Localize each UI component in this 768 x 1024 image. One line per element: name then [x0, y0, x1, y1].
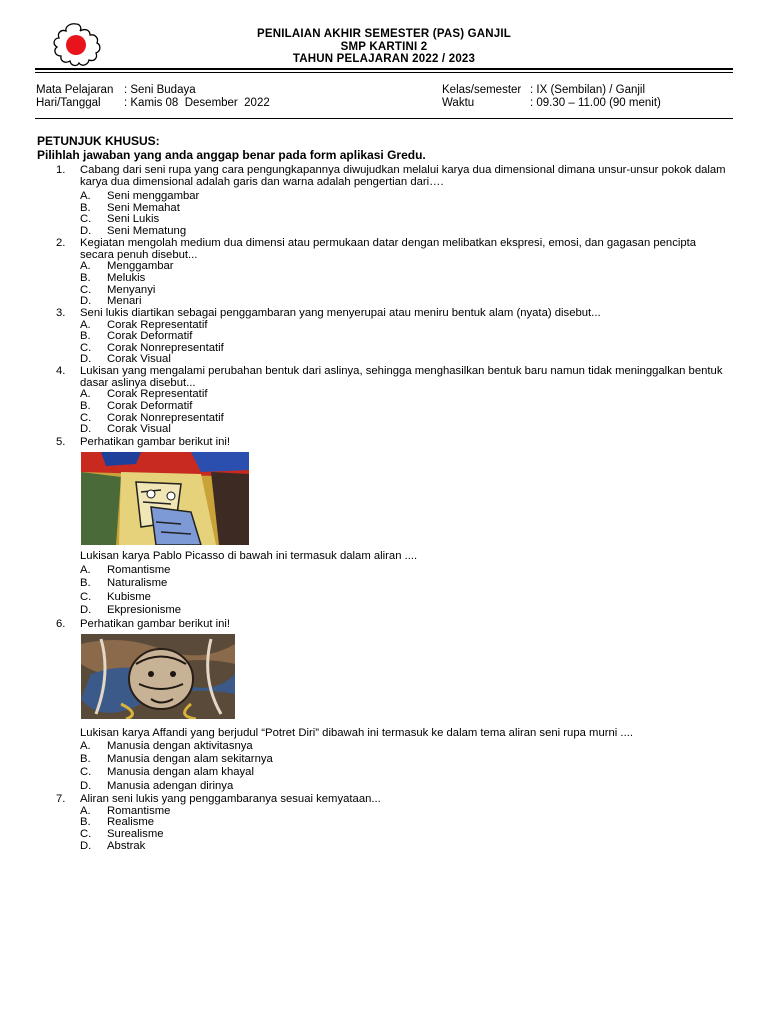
option-text: Seni Memahat: [107, 202, 180, 214]
subject-value: : Seni Budaya: [124, 84, 196, 96]
option-text: Corak Visual: [107, 423, 171, 435]
option-text: Kubisme: [107, 591, 151, 603]
option-letter: D.: [80, 225, 92, 237]
time-label: Waktu: [442, 97, 475, 109]
question-caption: Lukisan karya Affandi yang berjudul “Potret Diri” dibawah ini termasuk ke dalam tema aliran seni rupa murni ....: [80, 727, 633, 739]
class-label: Kelas/semester: [442, 84, 522, 96]
option: [80, 604, 181, 616]
option: [80, 353, 171, 365]
option-letter: C.: [80, 342, 92, 354]
option-letter: B.: [80, 816, 91, 828]
option-letter: B.: [80, 202, 91, 214]
option-letter: B.: [80, 330, 91, 342]
option: [80, 591, 151, 603]
option-letter: B.: [80, 753, 91, 765]
option-text: Melukis: [107, 272, 146, 284]
option-letter: A.: [80, 319, 91, 331]
option-letter: C.: [80, 591, 92, 603]
option-letter: C.: [80, 284, 92, 296]
date-value: : Kamis 08 Desember 2022: [124, 97, 270, 109]
question-text: Perhatikan gambar berikut ini!: [80, 618, 231, 630]
question-text: Seni lukis diartikan sebagai penggambaran yang menyerupai atau meniru bentuk alam (nyata) disebut...: [80, 307, 601, 319]
option: [80, 828, 164, 840]
class-value: : IX (Sembilan) / Ganjil: [530, 84, 646, 96]
date-label: Hari/Tanggal: [36, 97, 101, 109]
header-year: TAHUN PELAJARAN 2022 / 2023: [292, 53, 476, 65]
option: [80, 388, 207, 400]
option-text: Seni Lukis: [107, 213, 160, 225]
subject-label: Mata Pelajaran: [36, 84, 114, 96]
option: [80, 780, 233, 792]
option-text: Manusia dengan alam khayal: [107, 766, 254, 778]
instructions-title: PETUNJUK KHUSUS:: [37, 134, 160, 148]
option: [80, 816, 154, 828]
option-text: Manusia adengan dirinya: [107, 780, 234, 792]
option-letter: C.: [80, 412, 92, 424]
question-number: 7.: [56, 793, 66, 805]
option: [80, 330, 192, 342]
option-letter: D.: [80, 295, 92, 307]
option-letter: A.: [80, 564, 91, 576]
option-text: Corak Representatif: [107, 319, 208, 331]
option-text: Romantisme: [107, 564, 171, 576]
option-text: Corak Representatif: [107, 388, 208, 400]
option-letter: C.: [80, 828, 92, 840]
option-text: Menyanyi: [107, 284, 156, 296]
option: [80, 295, 142, 307]
option-letter: C.: [80, 213, 92, 225]
header-divider-thin: [35, 72, 733, 73]
option: [80, 225, 186, 237]
option: [80, 400, 192, 412]
option-text: Abstrak: [107, 840, 146, 852]
option-text: Corak Visual: [107, 353, 171, 365]
option-letter: A.: [80, 190, 91, 202]
time-value: : 09.30 – 11.00 (90 menit): [530, 97, 661, 109]
question-number: 5.: [56, 436, 66, 448]
option-letter: D.: [80, 353, 92, 365]
question-text: Kegiatan mengolah medium dua dimensi atau permukaan datar dengan melibatkan ekspresi, emosi, dan gagasan pencipta secara penuh disebut...: [80, 237, 697, 261]
option-text: Corak Nonrepresentatif: [107, 342, 224, 354]
question-number: 2.: [56, 237, 66, 249]
option-letter: A.: [80, 805, 91, 817]
option: [80, 740, 253, 752]
question-number: 6.: [56, 618, 66, 630]
question-number: 4.: [56, 365, 66, 377]
option-text: Realisme: [107, 816, 155, 828]
option-text: Ekpresionisme: [107, 604, 182, 616]
picasso-painting-image: [81, 452, 249, 545]
option-letter: B.: [80, 272, 91, 284]
option-letter: D.: [80, 423, 92, 435]
option-text: Menari: [107, 295, 142, 307]
option-text: Corak Nonrepresentatif: [107, 412, 224, 424]
option-text: Manusia dengan alam sekitarnya: [107, 753, 273, 765]
option: [80, 564, 170, 576]
option: [80, 272, 145, 284]
option-letter: B.: [80, 577, 91, 589]
question-text: Aliran seni lukis yang penggambaranya sesuai kemyataan...: [80, 793, 381, 805]
option-text: Seni Mematung: [107, 225, 187, 237]
option: [80, 260, 174, 272]
question-text: Perhatikan gambar berikut ini!: [80, 436, 231, 448]
question-text: Cabang dari seni rupa yang cara pengungkapannya diwujudkan melalui karya dua dimensional dimana unsur-unsur pokok dalam karya dua dimensional adalah garis dan warna adalah pengertian dari….: [80, 164, 726, 188]
option-text: Surealisme: [107, 828, 164, 840]
option: [80, 190, 199, 202]
question-number: 3.: [56, 307, 66, 319]
option-letter: B.: [80, 400, 91, 412]
option: [80, 213, 159, 225]
header-school: SMP KARTINI 2: [340, 41, 428, 53]
option-text: Seni menggambar: [107, 190, 200, 202]
option: [80, 753, 273, 765]
header-title: PENILAIAN AKHIR SEMESTER (PAS) GANJIL: [256, 28, 512, 40]
option-letter: D.: [80, 780, 92, 792]
question-caption: Lukisan karya Pablo Picasso di bawah ini termasuk dalam aliran ....: [80, 550, 418, 562]
option-text: Corak Deformatif: [107, 330, 193, 342]
option-letter: D.: [80, 840, 92, 852]
option-letter: A.: [80, 388, 91, 400]
option-letter: A.: [80, 260, 91, 272]
question-number: 1.: [56, 164, 66, 176]
option: [80, 840, 145, 852]
option-text: Naturalisme: [107, 577, 168, 589]
option-text: Corak Deformatif: [107, 400, 193, 412]
question-text: Lukisan yang mengalami perubahan bentuk dari aslinya, sehingga menghasilkan bentuk baru namun tidak meninggalkan bentuk dasar aslinya disebut...: [80, 365, 723, 389]
option: [80, 766, 254, 778]
option-text: Romantisme: [107, 805, 171, 817]
affandi-painting-image: [81, 634, 235, 719]
option-text: Menggambar: [107, 260, 174, 272]
header-divider-thick: [35, 68, 733, 70]
option-text: Manusia dengan aktivitasnya: [107, 740, 253, 752]
option-letter: D.: [80, 604, 92, 616]
option: [80, 423, 171, 435]
meta-divider: [35, 118, 733, 119]
instructions-text: Pilihlah jawaban yang anda anggap benar pada form aplikasi Gredu.: [37, 148, 426, 162]
option: [80, 577, 167, 589]
option-letter: A.: [80, 740, 91, 752]
option-letter: C.: [80, 766, 92, 778]
